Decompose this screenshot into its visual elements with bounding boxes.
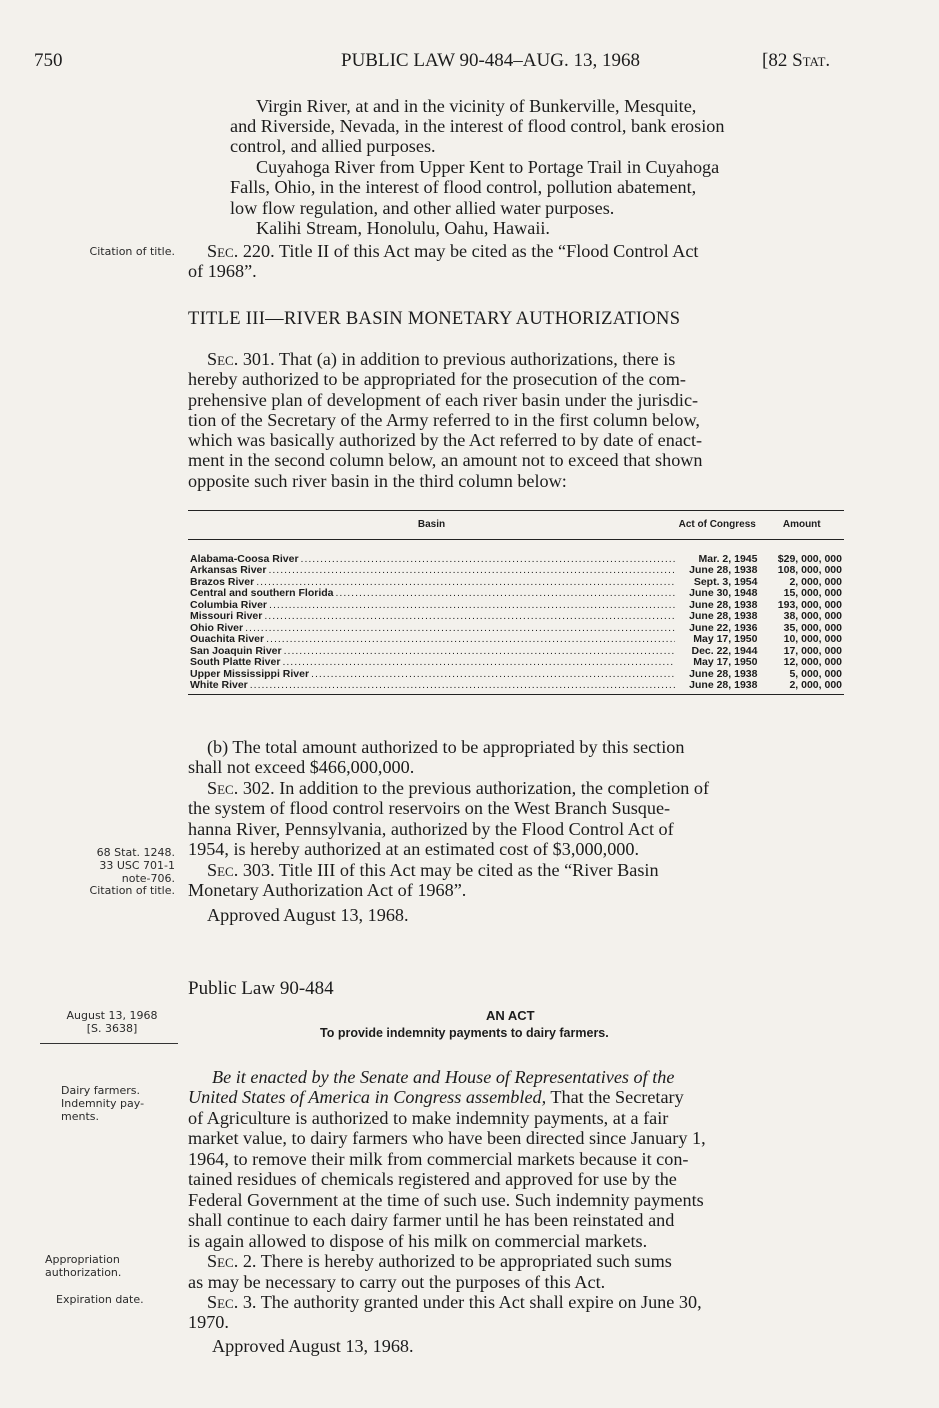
- header-title: PUBLIC LAW 90-484–AUG. 13, 1968: [341, 50, 640, 71]
- column-header-basin: Basin: [417, 519, 446, 530]
- date-cell: June 28, 1938: [689, 667, 758, 680]
- an-act-heading: AN ACT: [486, 1008, 535, 1023]
- text-line: [207, 861, 659, 881]
- amount-cell: 17, 000, 000: [783, 644, 842, 657]
- date-cell: May 17, 1950: [693, 633, 758, 645]
- text-line: tion of the Secretary of the Army referred to in the first column below,: [188, 410, 700, 430]
- text-line: shall continue to each dairy farmer until he has been reinstated and: [188, 1210, 675, 1230]
- section-label: Sec. 303.: [207, 860, 275, 880]
- amount-cell: 35, 000, 000: [783, 621, 842, 634]
- text-line: prehensive plan of development of each river basin under the jurisdic-: [188, 390, 699, 410]
- basin-table: [188, 510, 844, 695]
- date-cell: June 30, 1948: [689, 587, 758, 599]
- text-line: Be it enacted by the Senate and House of Representatives of the: [212, 1067, 675, 1087]
- text-line: of 1968”.: [188, 261, 257, 281]
- amount-cell: 193, 000, 000: [777, 598, 842, 611]
- section-label: Sec. 301.: [207, 349, 275, 369]
- text-line: shall not exceed $466,000,000.: [188, 757, 415, 777]
- public-law-heading: Public Law 90-484: [188, 978, 334, 999]
- amount-cell: 12, 000, 000: [783, 656, 842, 668]
- table-header-row: [188, 511, 844, 540]
- text-line: which was basically authorized by the Act referred to by date of enact-: [188, 430, 703, 450]
- margin-note-citation: Citation of title.: [89, 245, 175, 258]
- text-line: market value, to dairy farmers who have been directed since January 1,: [188, 1128, 706, 1148]
- margin-note-appropriation: Appropriation authorization.: [45, 1253, 122, 1279]
- margin-note-statute: 68 Stat. 1248. 33 USC 701-1 note-706.: [96, 846, 175, 885]
- amount-cell: 108, 000, 000: [777, 564, 842, 576]
- table-row: [188, 611, 844, 623]
- text-line: Cuyahoga River from Upper Kent to Portage Trail in Cuyahoga: [256, 157, 720, 177]
- text-line: Monetary Authorization Act of 1968”.: [188, 880, 467, 900]
- margin-rule: [40, 1043, 178, 1044]
- section-text: That (a) in addition to previous authorizations, there is: [278, 349, 676, 369]
- column-header-act: Act of Congress: [678, 519, 756, 530]
- basin-cell: Ohio River .....: [188, 623, 675, 635]
- basin-cell: Ouachita River .....: [188, 634, 675, 646]
- margin-note-citation: Citation of title.: [89, 884, 175, 897]
- text-line: Virgin River, at and in the vicinity of Bunkerville, Mesquite,: [256, 96, 697, 116]
- margin-note-date: August 13, 1968 [S. 3638]: [66, 1009, 158, 1035]
- text-line: Federal Government at the time of such use. Such indemnity payments: [188, 1190, 704, 1210]
- text-line: ment in the second column below, an amount not to exceed that shown: [188, 450, 703, 470]
- text-line: the system of flood control reservoirs on the West Branch Susque-: [188, 798, 671, 818]
- section-text: Title II of this Act may be cited as the “Flood Control Act: [278, 241, 699, 261]
- text-line: 1970.: [188, 1312, 229, 1332]
- date-cell: Mar. 2, 1945: [698, 552, 758, 565]
- text-line: low flow regulation, and other allied water purposes.: [230, 198, 615, 218]
- basin-cell: Columbia River .....: [188, 600, 675, 612]
- section-text: Title III of this Act may be cited as the “River Basin: [278, 860, 659, 880]
- text-line: of Agriculture is authorized to make indemnity payments, at a fair: [188, 1108, 669, 1128]
- text-line: opposite such river basin in the third column below:: [188, 471, 567, 491]
- table-row: [188, 657, 844, 669]
- running-header: [0, 46, 939, 76]
- basin-cell: Arkansas River .....: [188, 565, 675, 577]
- header-stat: [82 Stat.: [762, 50, 831, 71]
- approved-line: Approved August 13, 1968.: [207, 905, 409, 925]
- date-cell: Dec. 22, 1944: [691, 644, 758, 657]
- amount-cell: $29, 000, 000: [777, 552, 842, 565]
- text-line: [207, 1293, 702, 1313]
- basin-cell: Upper Mississippi River .....: [188, 669, 675, 681]
- section-label: Sec. 220.: [207, 241, 275, 261]
- basin-cell: Central and southern Florida .....: [188, 588, 675, 600]
- column-header-amount: Amount: [782, 519, 821, 530]
- text-line: [188, 1088, 684, 1108]
- text-line: 1964, to remove their milk from commercial markets because it con-: [188, 1149, 689, 1169]
- basin-cell: Alabama-Coosa River .....: [188, 539, 675, 565]
- date-cell: June 28, 1938: [689, 564, 758, 576]
- text-line: is again allowed to dispose of his milk on commercial markets.: [188, 1231, 648, 1251]
- enacting-text: That the Secretary: [546, 1087, 684, 1107]
- date-cell: May 17, 1950: [693, 656, 758, 668]
- text-line: [207, 1252, 672, 1272]
- act-purpose: To provide indemnity payments to dairy farmers.: [320, 1026, 609, 1040]
- date-cell: June 22, 1936: [689, 621, 758, 634]
- title-heading: TITLE III—RIVER BASIN MONETARY AUTHORIZATIONS: [188, 309, 681, 329]
- section-text: The authority granted under this Act shall expire on June 30,: [260, 1292, 702, 1312]
- text-line: 1954, is hereby authorized at an estimated cost of $3,000,000.: [188, 839, 640, 859]
- amount-cell: 2, 000, 000: [789, 575, 842, 588]
- date-cell: Sept. 3, 1954: [693, 575, 758, 588]
- page-number: 750: [34, 50, 63, 71]
- text-line: and Riverside, Nevada, in the interest of flood control, bank erosion: [230, 116, 725, 136]
- basin-cell: Brazos River .....: [188, 577, 675, 589]
- text-line: (b) The total amount authorized to be appropriated by this section: [207, 737, 685, 757]
- date-cell: June 28, 1938: [689, 610, 758, 622]
- section-label: Sec. 302.: [207, 778, 275, 798]
- text-line: hanna River, Pennsylvania, authorized by the Flood Control Act of: [188, 819, 674, 839]
- text-line: hereby authorized to be appropriated for the prosecution of the com-: [188, 369, 686, 389]
- section-label: Sec. 3.: [207, 1292, 257, 1312]
- text-line: Falls, Ohio, in the interest of flood control, pollution abatement,: [230, 177, 697, 197]
- section-label: Sec. 2.: [207, 1251, 257, 1271]
- date-cell: June 28, 1938: [675, 680, 760, 694]
- table-row: [188, 588, 844, 600]
- basin-cell: South Platte River .....: [188, 657, 675, 669]
- text-line: as may be necessary to carry out the purposes of this Act.: [188, 1272, 606, 1292]
- text-line: tained residues of chemicals registered and approved for use by the: [188, 1169, 677, 1189]
- section-text: There is hereby authorized to be appropriated such sums: [260, 1251, 672, 1271]
- basin-cell: White River .....: [188, 680, 675, 694]
- text-line: [207, 242, 698, 262]
- text-line: [207, 350, 675, 370]
- table-row: [188, 565, 844, 577]
- amount-cell: 38, 000, 000: [783, 610, 842, 622]
- text-line: [207, 779, 709, 799]
- amount-cell: 2, 000, 000: [759, 680, 844, 694]
- basin-cell: Missouri River .....: [188, 611, 675, 623]
- table-row: [188, 680, 844, 694]
- basin-cell: San Joaquin River .....: [188, 646, 675, 658]
- section-text: In addition to the previous authorization, the completion of: [279, 778, 710, 798]
- margin-note-dairy: Dairy farmers. Indemnity pay- ments.: [61, 1084, 145, 1123]
- enacting-italic: United States of America in Congress assembled,: [188, 1087, 547, 1107]
- margin-note-expiration: Expiration date.: [56, 1293, 144, 1306]
- text-line: Kalihi Stream, Honolulu, Oahu, Hawaii.: [256, 218, 550, 238]
- amount-cell: 15, 000, 000: [783, 587, 842, 599]
- date-cell: June 28, 1938: [689, 598, 758, 611]
- text-line: control, and allied purposes.: [230, 136, 436, 156]
- table-row: [188, 634, 844, 646]
- table-row: [188, 539, 844, 565]
- amount-cell: 5, 000, 000: [789, 667, 842, 680]
- amount-cell: 10, 000, 000: [783, 633, 842, 645]
- approved-line: Approved August 13, 1968.: [212, 1336, 414, 1356]
